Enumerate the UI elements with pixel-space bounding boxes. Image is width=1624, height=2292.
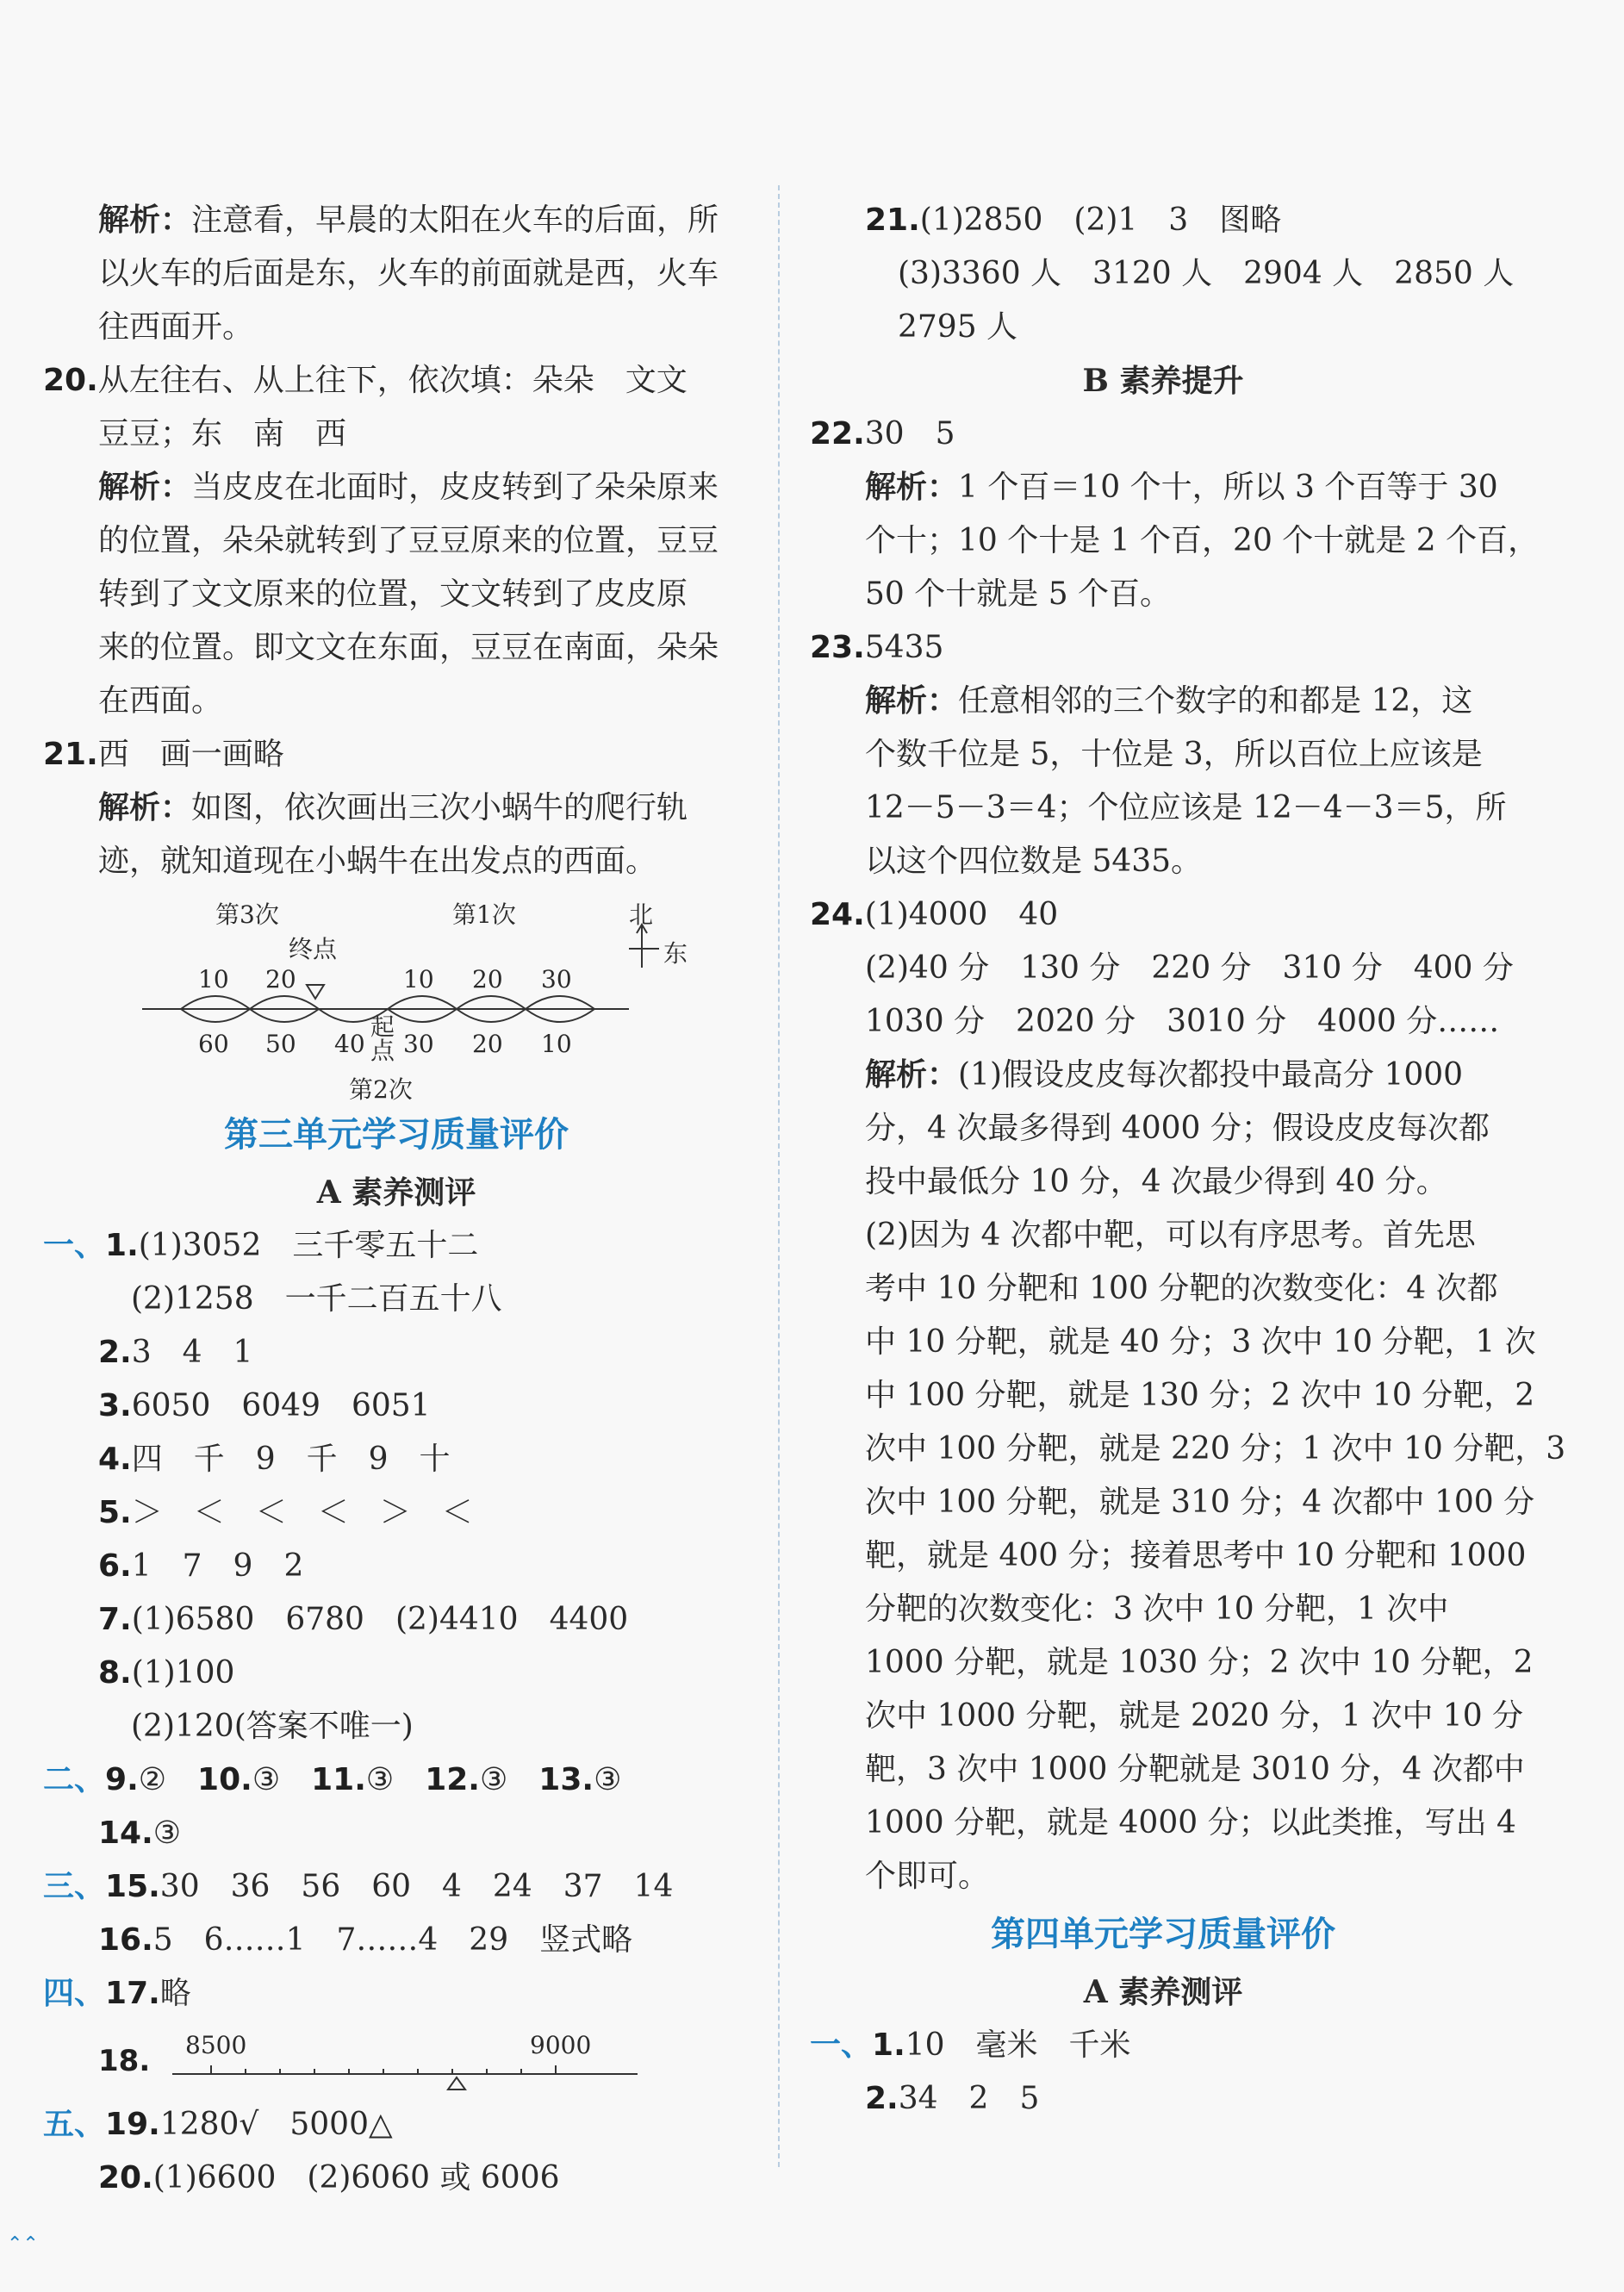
top-label: 20 <box>265 965 296 993</box>
question-17: 四、17.略 <box>43 1976 191 2011</box>
question-6: 6.1 7 9 2 <box>98 1548 304 1584</box>
move-arc <box>526 1009 594 1022</box>
question-15: 三、15.30 36 56 60 4 24 37 14 <box>43 1869 674 1904</box>
question-24: 24.(1)4000 40 <box>810 897 1059 932</box>
tick-label-left: 8500 <box>185 2031 247 2059</box>
analysis-line: 1000 分靶，就是 1030 分；2 次中 10 分靶，2 <box>865 1645 1534 1680</box>
question-4: 4.四 千 9 千 9 十 <box>98 1442 451 1477</box>
analysis-line: 12－5－3＝4；个位应该是 12－4－3＝5，所 <box>865 790 1507 825</box>
b-section-title: B 素养提升 <box>1082 363 1244 399</box>
question-8: 8.(1)100 <box>98 1655 235 1691</box>
analysis-line: 个数千位是 5，十位是 3，所以百位上应该是 <box>865 737 1483 772</box>
analysis-line: 中 100 分靶，就是 130 分；2 次中 10 分靶，2 <box>865 1378 1535 1413</box>
analysis-line: 以火车的后面是东，火车的前面就是西，火车 <box>98 256 719 291</box>
tick-label-right: 9000 <box>530 2031 592 2059</box>
bottom-label: 50 <box>265 1030 296 1058</box>
unit-3-subtitle: A 素养测评 <box>316 1174 476 1211</box>
analysis-line: 的位置，朵朵就转到了豆豆原来的位置，豆豆 <box>98 523 719 558</box>
move-arc <box>250 996 319 1009</box>
analysis-line: 中 10 分靶，就是 40 分；3 次中 10 分靶，1 次 <box>865 1324 1536 1360</box>
analysis-line: 解析：注意看，早晨的太阳在火车的后面，所 <box>98 202 719 238</box>
analysis-line: 靶，3 次中 1000 分靶就是 3010 分，4 次都中 <box>865 1752 1525 1787</box>
answer-line: (3)3360 人 3120 人 2904 人 2850 人 <box>898 256 1515 291</box>
start-point-label-1: 起 <box>370 1012 395 1041</box>
analysis-line: 往西面开。 <box>98 309 254 345</box>
analysis-line: 次中 1000 分靶，就是 2020 分，1 次中 10 分 <box>865 1698 1524 1734</box>
analysis-line: 个即可。 <box>865 1859 990 1894</box>
question-20b: 20.(1)6600 (2)6060 或 6006 <box>98 2160 560 2195</box>
analysis-line: 次中 100 分靶，就是 310 分；4 次都中 100 分 <box>865 1485 1535 1520</box>
right-column <box>810 194 1566 2126</box>
question-number: 18. <box>98 2044 151 2078</box>
left-column <box>43 194 750 2205</box>
question-1: 一、1.(1)3052 三千零五十二 <box>43 1228 479 1263</box>
unit-4-subtitle: A 素养测评 <box>1083 1974 1243 2010</box>
analysis-line: 解析：1 个百＝10 个十，所以 3 个百等于 30 <box>865 470 1498 505</box>
top-label: 20 <box>472 965 503 993</box>
question-16: 16.5 6……1 7……4 29 竖式略 <box>98 1922 633 1958</box>
move-arc <box>388 1009 457 1022</box>
question-2: 2.3 4 1 <box>98 1335 253 1370</box>
u4-question-1: 一、1.10 毫米 千米 <box>810 2027 1131 2063</box>
question-7: 7.(1)6580 6780 (2)4410 4400 <box>98 1602 629 1637</box>
question-9-13: 二、9.② 10.③ 11.③ 12.③ 13.③ <box>43 1762 622 1797</box>
number-line <box>43 2021 750 2098</box>
start-point-label-2: 点 <box>370 1037 395 1065</box>
move-arc <box>457 996 526 1009</box>
analysis-line: 解析：(1)假设皮皮每次都投中最高分 1000 <box>865 1057 1464 1093</box>
triangle-marker <box>448 2077 465 2090</box>
snail-path-diagram <box>43 888 750 1104</box>
question-3: 3.6050 6049 6051 <box>98 1388 431 1423</box>
analysis-line: 50 个十就是 5 个百。 <box>865 576 1172 612</box>
analysis-line: 考中 10 分靶和 100 分靶的次数变化：4 次都 <box>865 1271 1498 1306</box>
question-20: 20.从左往右、从上往下，依次填：朵朵 文文 <box>43 363 688 398</box>
analysis-line: 解析：任意相邻的三个数字的和都是 12，这 <box>865 683 1473 719</box>
analysis-line: 个十；10 个十是 1 个百，20 个十就是 2 个百， <box>865 523 1540 558</box>
analysis-line: 分，4 次最多得到 4000 分；假设皮皮每次都 <box>865 1111 1490 1146</box>
top-label: 30 <box>541 965 572 993</box>
move-arc <box>526 996 594 1009</box>
move-arc <box>457 1009 526 1022</box>
unit-4-title: 第四单元学习质量评价 <box>991 1915 1335 1954</box>
answer-line: (2)120(答案不唯一) <box>131 1709 414 1744</box>
analysis-line: 靶，就是 400 分；接着思考中 10 分靶和 1000 <box>865 1538 1527 1573</box>
move-arc <box>181 996 250 1009</box>
east-label: 东 <box>663 939 688 968</box>
question-23: 23.5435 <box>810 630 944 665</box>
column-divider <box>778 185 780 2167</box>
answer-line: (2)1258 一千二百五十八 <box>131 1281 502 1317</box>
answer-line: (2)40 分 130 分 220 分 310 分 400 分 <box>865 950 1514 986</box>
end-point-label: 终点 <box>289 935 338 963</box>
analysis-line: 次中 100 分靶，就是 220 分；1 次中 10 分靶，3 <box>865 1431 1566 1467</box>
question-18 <box>43 2021 750 2098</box>
top-label: 10 <box>403 965 434 993</box>
analysis-line: 投中最低分 10 分，4 次最少得到 40 分。 <box>865 1164 1447 1199</box>
bottom-label: 20 <box>472 1030 503 1058</box>
analysis-line: 转到了文文原来的位置，文文转到了皮皮原 <box>98 576 688 612</box>
bottom-label: 30 <box>403 1030 434 1058</box>
first-move-label: 第1次 <box>452 900 516 929</box>
analysis-line: (2)因为 4 次都中靶，可以有序思考。首先思 <box>865 1218 1476 1253</box>
corner-decoration-icon: ⌃⌃ <box>7 2233 39 2255</box>
analysis-line: 1000 分靶，就是 4000 分；以此类推，写出 4 <box>865 1805 1516 1840</box>
move-arc <box>181 1009 250 1022</box>
north-label: 北 <box>629 900 654 929</box>
analysis-line: 解析：如图，依次画出三次小蜗牛的爬行轨 <box>98 790 688 825</box>
analysis-line: 在西面。 <box>98 683 223 719</box>
analysis-line: 解析：当皮皮在北面时，皮皮转到了朵朵原来 <box>98 470 719 505</box>
bottom-label: 40 <box>334 1030 365 1058</box>
snail-path-figure <box>43 888 750 1104</box>
answer-line: 2795 人 <box>898 309 1018 345</box>
analysis-line: 分靶的次数变化：3 次中 10 分靶，1 次中 <box>865 1591 1449 1627</box>
question-5: 5.＞ ＜ ＜ ＜ ＞ ＜ <box>98 1495 473 1530</box>
second-move-label: 第2次 <box>349 1075 413 1104</box>
bottom-label: 10 <box>541 1030 572 1058</box>
analysis-line: 以这个四位数是 5435。 <box>865 844 1203 879</box>
unit-3-title: 第三单元学习质量评价 <box>224 1115 569 1155</box>
question-19: 五、19.1280√ 5000△ <box>43 2107 393 2142</box>
question-21: 21.西 画一画略 <box>43 737 284 772</box>
u4-question-2: 2.34 2 5 <box>865 2081 1040 2116</box>
bottom-label: 60 <box>198 1030 229 1058</box>
answer-line: 豆豆；东 南 西 <box>98 416 347 452</box>
question-22: 22.30 5 <box>810 416 955 452</box>
move-arc <box>250 1009 319 1022</box>
analysis-line: 来的位置。即文文在东面，豆豆在南面，朵朵 <box>98 630 719 665</box>
top-label: 10 <box>198 965 229 993</box>
third-move-label: 第3次 <box>215 900 279 929</box>
question-14: 14.③ <box>98 1816 182 1851</box>
analysis-line: 迹，就知道现在小蜗牛在出发点的西面。 <box>98 844 657 879</box>
question-21: 21.(1)2850 (2)1 3 图略 <box>865 202 1282 238</box>
answer-line: 1030 分 2020 分 3010 分 4000 分…… <box>865 1004 1500 1039</box>
end-point-marker <box>307 985 324 999</box>
move-arc <box>388 996 457 1009</box>
